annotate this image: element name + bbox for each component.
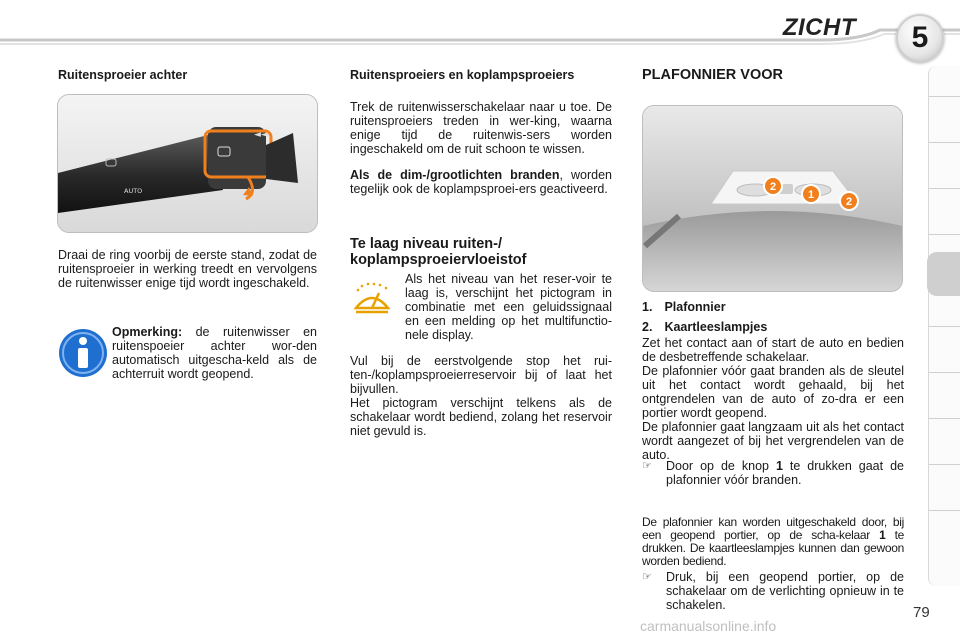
ceiling-light-bullet1 xyxy=(642,459,904,487)
refill-paragraph: Vul bij de eerstvolgende stop het rui-ten-/koplampsproeierreservoir bij of laat het bijvullen. xyxy=(350,354,612,396)
tab-divider xyxy=(929,142,960,143)
legend-label: Plafonnier xyxy=(664,300,726,314)
tab-divider xyxy=(929,464,960,465)
rear-washer-paragraph: Draai de ring voorbij de eerste stand, zodat de ruitensproeier in werking treedt en vervolgens de ruitenwisser enige tijd wordt ingeschakeld. xyxy=(58,248,317,290)
switch-1-ref: 1 xyxy=(879,528,886,542)
legend-label: Kaartleeslampjes xyxy=(664,320,768,334)
legend-item xyxy=(642,300,904,314)
info-icon xyxy=(57,327,109,379)
pictogram-paragraph: Het pictogram verschijnt telkens als de schakelaar wordt bediend, zolang het reservoir niet gevuld is. xyxy=(350,396,612,438)
tab-divider xyxy=(929,510,960,511)
ceiling-light-drawing xyxy=(643,106,902,291)
tab-divider xyxy=(929,372,960,373)
chapter-tabs xyxy=(928,66,960,586)
tab-divider xyxy=(929,188,960,189)
rear-washer-note xyxy=(112,325,317,381)
front-ceiling-light-heading: PLAFONNIER VOOR xyxy=(642,67,783,83)
bullet1-pre: Door op de knop xyxy=(666,459,776,473)
chapter-title: ZICHT xyxy=(782,14,856,41)
tab-divider xyxy=(929,326,960,327)
callout-1: 1 xyxy=(807,189,815,201)
headlamp-washers-text: , worden tegelijk ook de koplampsproei-ers geactiveerd. xyxy=(350,168,612,196)
page-number: 79 xyxy=(913,604,930,621)
chapter-number-badge xyxy=(896,14,944,62)
pointing-hand-icon: ☞ xyxy=(642,460,652,472)
wiper-stalk-illustration xyxy=(57,94,318,233)
note-text: de ruitenwisser en ruitenspoeier achter wor-den automatisch uitgescha-keld als de achterruit wordt geopend. xyxy=(112,325,317,381)
button-1-ref: 1 xyxy=(775,459,783,473)
ceiling-light-para2: De plafonnier vóór gaat branden als de sleutel uit het contact wordt gehaald, bij het ontgrendelen van de auto of zo-dra er een portier wordt geopend. xyxy=(642,364,904,420)
bullet2-text: Druk, bij een geopend portier, op de schakelaar om de verlichting opnieuw in te schakelen. xyxy=(666,570,904,612)
wiper-stalk-drawing xyxy=(58,95,317,232)
tab-divider xyxy=(929,234,960,235)
lights-on-condition: Als de dim-/grootlichten branden xyxy=(350,168,560,182)
legend-item xyxy=(642,320,904,334)
low-fluid-paragraph: Als het niveau van het reser-voir te laag is, verschijnt het pictogram in combinatie met een geluidssignaal en een melding op het multifunctio-nele display. xyxy=(405,272,612,342)
bullet1-text xyxy=(666,459,904,487)
low-fluid-heading: Te laag niveau ruiten-/ koplampsproeiervloeistof xyxy=(350,236,527,268)
front-washers-paragraph: Trek de ruitenwisserschakelaar naar u toe. De ruitensproeiers treden in wer-king, waarna enige tijd de ruitenwis-sers worden ingeschakeld om de ruit schoon te wissen. xyxy=(350,100,612,156)
tab-active-chapter[interactable] xyxy=(927,252,960,296)
ceiling-light-bullet2 xyxy=(642,570,904,612)
legend-number: 1. xyxy=(642,300,653,314)
ceiling-light-para1: Zet het contact aan of start de auto en bedien de desbetreffende schakelaar. xyxy=(642,336,904,364)
note-label: Opmerking: xyxy=(112,325,183,339)
rear-washer-heading: Ruitensproeier achter xyxy=(58,68,188,82)
headlamp-washers-paragraph xyxy=(350,168,612,196)
bullet1-post: te drukken gaat de plafonnier vóór branden. xyxy=(666,459,904,487)
legend-list xyxy=(642,300,904,334)
callout-2-left: 2 xyxy=(769,181,777,193)
stalk-auto-label: AUTO xyxy=(124,187,143,195)
front-washers-heading: Ruitensproeiers en koplampsproeiers xyxy=(350,68,575,82)
svg-text:◄◄: ◄◄ xyxy=(254,130,268,140)
washer-fluid-warning-icon xyxy=(352,282,392,316)
legend-number: 2. xyxy=(642,320,653,334)
para4-pre: De plafonnier kan worden uitgeschakeld door, bij een geopend portier, op de scha-kelaar xyxy=(642,515,904,542)
ceiling-light-para3: De plafonnier gaat langzaam uit als het contact wordt aangezet of bij het vergrendelen van de auto. xyxy=(642,420,904,462)
tab-divider xyxy=(929,96,960,97)
para4-post: te drukken. De kaartleeslampjes kunnen dan gewoon worden bediend. xyxy=(642,528,904,568)
callout-2-right: 2 xyxy=(845,196,853,208)
ceiling-light-photo xyxy=(642,105,903,292)
ceiling-light-para4 xyxy=(642,516,904,568)
watermark: carmanualsonline.info xyxy=(640,618,777,634)
tab-divider xyxy=(929,418,960,419)
pointing-hand-icon: ☞ xyxy=(642,571,652,583)
chapter-number: 5 xyxy=(911,21,929,54)
